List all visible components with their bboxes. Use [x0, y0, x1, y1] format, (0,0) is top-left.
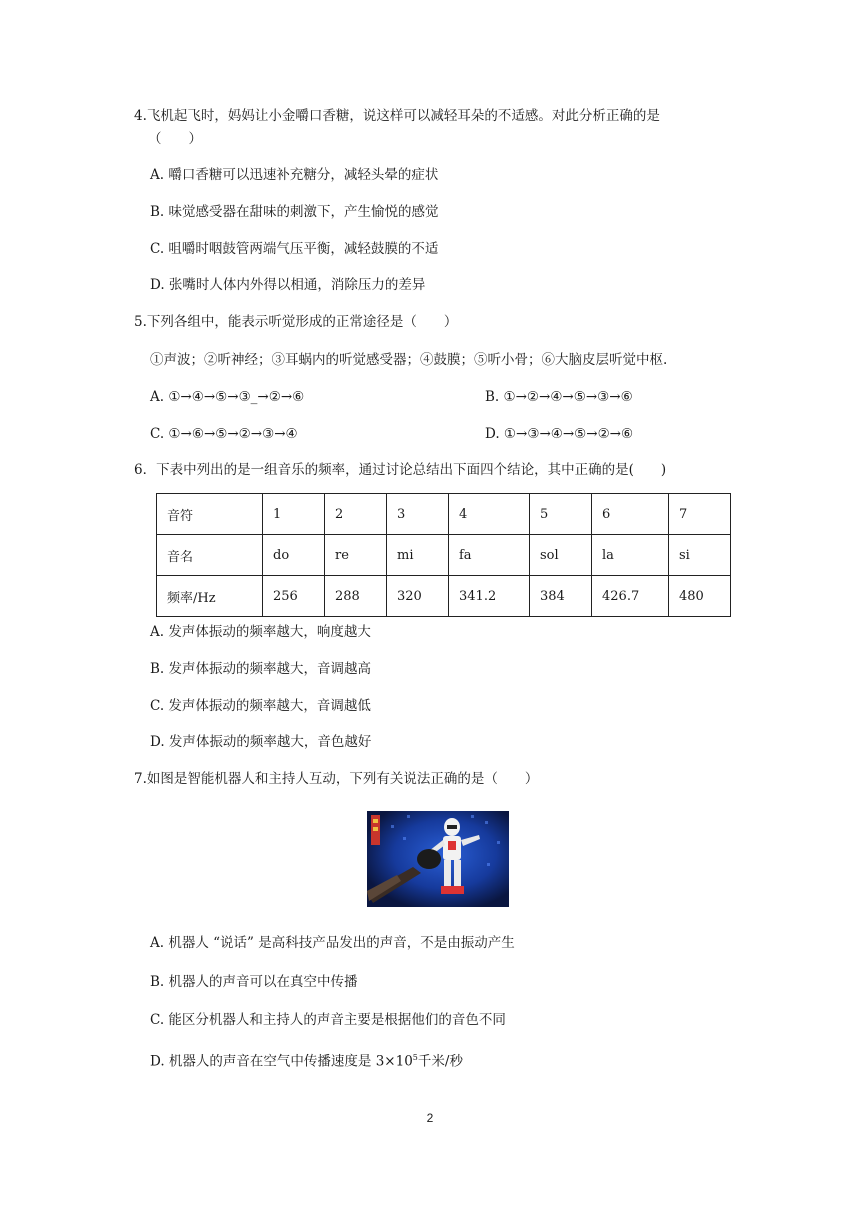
table-cell: 4 [449, 494, 530, 535]
table-cell: 5 [530, 494, 592, 535]
table-cell: 341.2 [449, 576, 530, 617]
table-cell: mi [387, 535, 449, 576]
table-cell: 426.7 [592, 576, 669, 617]
table-row-note [157, 494, 731, 535]
table-cell: re [325, 535, 387, 576]
question-7-stem: 7.如图是智能机器人和主持人互动，下列有关说法正确的是（ ） [134, 771, 539, 787]
question-4-option-d: D. 张嘴时人体内外得以相通，消除压力的差异 [150, 277, 426, 293]
robot-host-photo [367, 811, 509, 907]
table-cell: la [592, 535, 669, 576]
question-4-answer-blank: （ ） [148, 131, 202, 147]
table-cell: si [669, 535, 731, 576]
frequency-table [156, 493, 731, 617]
table-cell: 320 [387, 576, 449, 617]
question-4-stem: 4.飞机起飞时，妈妈让小金嚼口香糖，说这样可以减轻耳朵的不适感。对此分析正确的是 [134, 108, 660, 124]
table-cell: 384 [530, 576, 592, 617]
table-cell: 7 [669, 494, 731, 535]
table-header-frequency: 频率/Hz [157, 576, 263, 617]
question-5-option-a: A. ①→④→⑤→③_→②→⑥ [150, 389, 305, 405]
question-5-items: ①声波；②听神经；③耳蜗内的听觉感受器；④鼓膜；⑤听小骨；⑥大脑皮层听觉中枢. [150, 352, 668, 368]
table-cell: 6 [592, 494, 669, 535]
question-6-option-b: B. 发声体振动的频率越大，音调越高 [150, 661, 372, 677]
question-7-option-a: A. 机器人 “说话” 是高科技产品发出的声音，不是由振动产生 [150, 935, 515, 951]
question-7-option-d-unit: 千米/秒 [417, 1053, 463, 1070]
table-cell: 1 [263, 494, 325, 535]
question-6-option-c: C. 发声体振动的频率越大，音调越低 [150, 698, 371, 714]
question-7-option-d-text: D. 机器人的声音在空气中传播速度是 3×10 [150, 1053, 413, 1070]
table-cell: do [263, 535, 325, 576]
table-header-note: 音符 [157, 494, 263, 535]
question-5-option-b: B. ①→②→④→⑤→③→⑥ [485, 389, 633, 405]
table-cell: 480 [669, 576, 731, 617]
question-6-option-a: A. 发声体振动的频率越大，响度越大 [150, 624, 371, 640]
table-cell: sol [530, 535, 592, 576]
question-7-option-b: B. 机器人的声音可以在真空中传播 [150, 974, 358, 990]
table-header-name: 音名 [157, 535, 263, 576]
question-4-option-a: A. 嚼口香糖可以迅速补充糖分，减轻头晕的症状 [150, 167, 439, 183]
table-cell: 256 [263, 576, 325, 617]
question-4-option-c: C. 咀嚼时咽鼓管两端气压平衡，减轻鼓膜的不适 [150, 241, 439, 257]
table-cell: fa [449, 535, 530, 576]
question-5-option-d: D. ①→③→④→⑤→②→⑥ [485, 426, 634, 442]
table-cell: 3 [387, 494, 449, 535]
table-row-frequency [157, 576, 731, 617]
question-7-option-d [150, 1048, 463, 1072]
question-4-option-b: B. 味觉感受器在甜味的刺激下，产生愉悦的感觉 [150, 204, 439, 220]
question-5-stem: 5.下列各组中，能表示听觉形成的正常途径是（ ） [134, 314, 458, 330]
question-7-option-d-exponent: 5 [412, 1053, 418, 1062]
page-number: 2 [426, 1111, 434, 1125]
question-7-option-c: C. 能区分机器人和主持人的声音主要是根据他们的音色不同 [150, 1012, 506, 1028]
table-row-name [157, 535, 731, 576]
table-cell: 2 [325, 494, 387, 535]
table-cell: 288 [325, 576, 387, 617]
question-6-option-d: D. 发声体振动的频率越大，音色越好 [150, 734, 372, 750]
question-6-stem: 6．下表中列出的是一组音乐的频率，通过讨论总结出下面四个结论，其中正确的是( ) [134, 462, 667, 478]
question-5-option-c: C. ①→⑥→⑤→②→③→④ [150, 426, 298, 442]
